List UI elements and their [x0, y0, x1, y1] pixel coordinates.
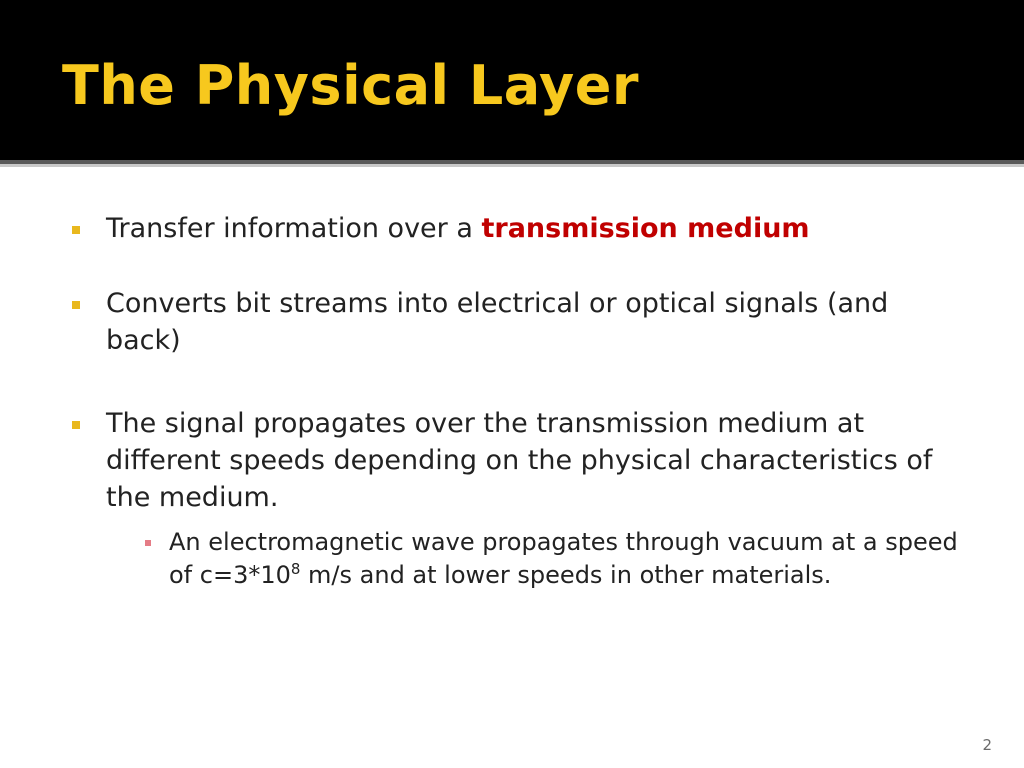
sub-bullet-marker-icon — [145, 540, 151, 546]
bullet-marker-icon — [72, 301, 80, 309]
bullet-item-2: Converts bit streams into electrical or optical signals (and back) — [106, 288, 889, 356]
bullet-item-3: The signal propagates over the transmission medium at different speeds depending on the physical characteristics of the medium. — [106, 408, 933, 513]
sub-bullet-text-part1: An electromagnetic wave propagates through vacuum at a speed of c=3*10 — [169, 528, 958, 589]
bullet-text: Transfer information over a — [106, 213, 482, 244]
slide-title: The Physical Layer — [62, 54, 639, 117]
bullet-marker-icon — [72, 421, 80, 429]
bullet-item-1 — [106, 210, 956, 247]
bullet-marker-icon — [72, 226, 80, 234]
sub-bullet-text-part2: m/s and at lower speeds in other materials. — [300, 561, 832, 589]
sub-bullet-item — [169, 526, 959, 592]
title-divider-shadow — [0, 164, 1024, 167]
highlight-term: transmission medium — [481, 213, 810, 244]
title-bar — [0, 0, 1024, 160]
page-number: 2 — [982, 736, 992, 754]
exponent: 8 — [290, 560, 301, 578]
